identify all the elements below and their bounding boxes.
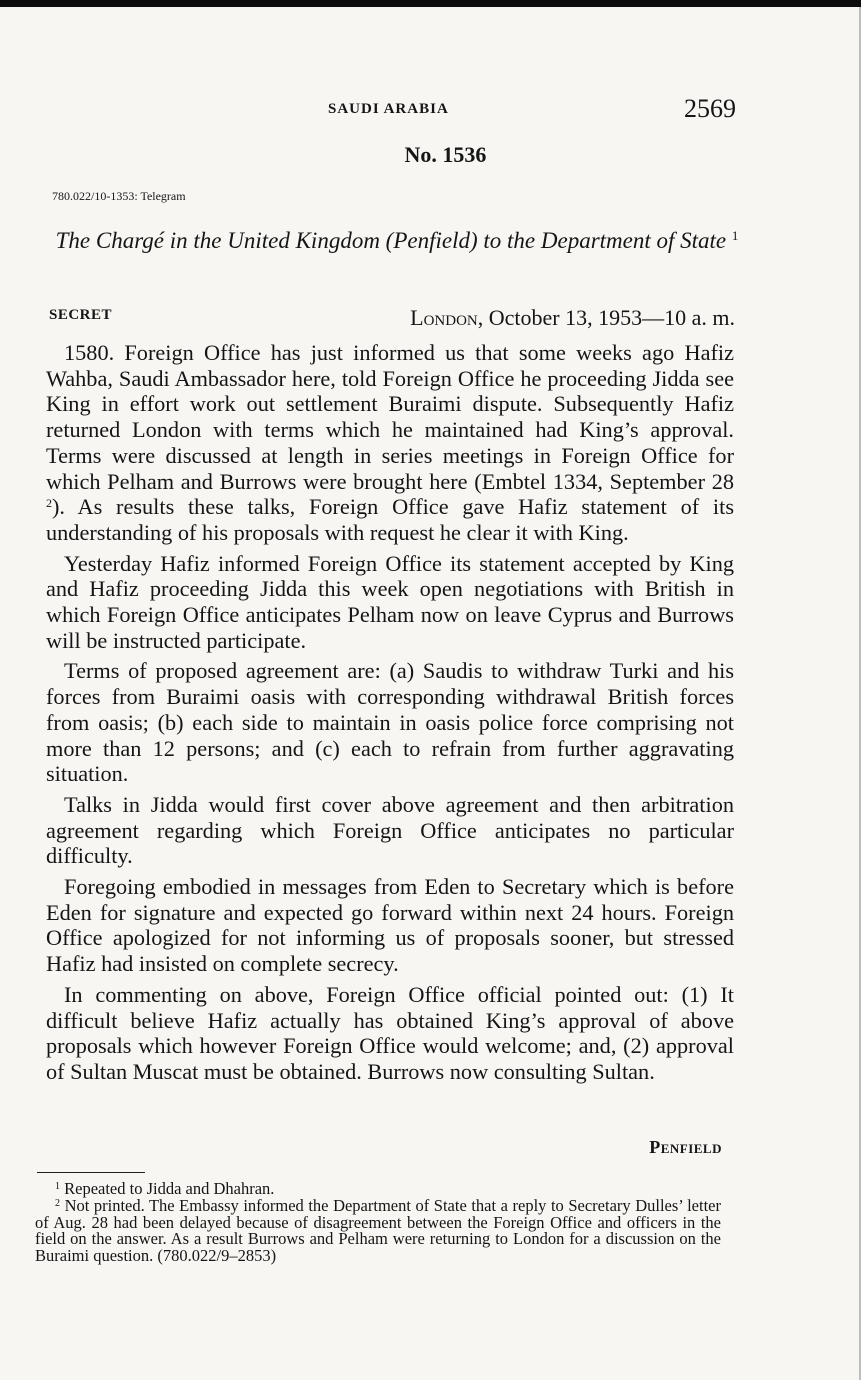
paragraph-3: Terms of proposed agreement are: (a) Saudis to withdraw Turki and his forces from Buraimi oasis with corresponding withdrawal British forces from oasis; (b) each side to maintain in oasis police force comprising not more than 12 persons; and (c) each to refrain from further aggravating situation. (46, 658, 734, 787)
dateline-date: , October 13, 1953—10 a. m. (477, 305, 735, 330)
footnote-ref-2: 2 (46, 496, 52, 511)
footnote-1-mark: 1 (55, 1181, 60, 1192)
document-number: No. 1536 (404, 142, 487, 167)
classification-label: SECRET (49, 307, 113, 323)
dateline (410, 305, 735, 331)
paragraph-1-text-after: ). As results these talks, Foreign Office gave Hafiz statement of its understanding of his proposals with request he clear it with King. (46, 494, 734, 545)
footnote-2-text: Not printed. The Embassy informed the Department of State that a reply to Secretary Dulles’ letter of Aug. 28 had been delayed because of disagreement between the Foreign Office and officers in the field on the answer. As a result Burrows and Pelham were returning to London for a discussion on the Buraimi question. (780.022/9–2853) (35, 1195, 721, 1266)
running-head: SAUDI ARABIA (328, 101, 449, 117)
document-heading (52, 223, 742, 254)
footnote-2 (35, 1195, 721, 1266)
dateline-place: London (410, 305, 478, 330)
paragraph-5: Foregoing embodied in messages from Eden to Secretary which is before Eden for signature and expected go forward within next 24 hours. Foreign Office apologized for not informing us of proposals sooner, but stressed Hafiz had insisted on complete secrecy. (46, 874, 734, 977)
footnotes (35, 1181, 721, 1265)
telegram-body (46, 340, 734, 1090)
footnote-ref-1: 1 (731, 228, 739, 243)
paragraph-6: In commenting on above, Foreign Office official pointed out: (1) It difficult believe Hafiz actually has obtained King’s approval of above proposals which however Foreign Office would welcome; and, (2) approval of Sultan Muscat must be obtained. Burrows now consulting Sultan. (46, 981, 734, 1084)
paragraph-2: Yesterday Hafiz informed Foreign Office its statement accepted by King and Hafiz proceeding Jidda this week open negotiations with British in which Foreign Office anticipates Pelham now on leave Cyprus and Burrows will be instructed participate. (46, 550, 734, 653)
paragraph-1-text-before: 1580. Foreign Office has just informed us that some weeks ago Hafiz Wahba, Saudi Ambassador here, told Foreign Office he proceeding Jidda see King in effort work out settlement Buraimi dispute. Subsequently Hafiz returned London with terms which he maintained had King’s approval. Terms were discussed at length in series meetings in Foreign Office for which Pelham and Burrows were brought here (Embtel 1334, September 28 (46, 340, 734, 494)
top-border (0, 0, 861, 7)
footnote-2-mark: 2 (55, 1197, 60, 1209)
page-number: 2569 (684, 94, 736, 123)
footnote-divider (37, 1172, 145, 1173)
heading-text: The Chargé in the United Kingdom (Penfield) to the Department of State (55, 228, 727, 253)
paragraph-4: Talks in Jidda would first cover above agreement and then arbitration agreement regarding which Foreign Office anticipates no particular difficulty. (46, 791, 734, 869)
footnote-1-text: Repeated to Jidda and Dhahran. (64, 1179, 275, 1198)
signature: Penfield (649, 1137, 722, 1157)
paragraph-1 (46, 340, 734, 546)
file-reference: 780.022/10-1353: Telegram (52, 189, 186, 203)
